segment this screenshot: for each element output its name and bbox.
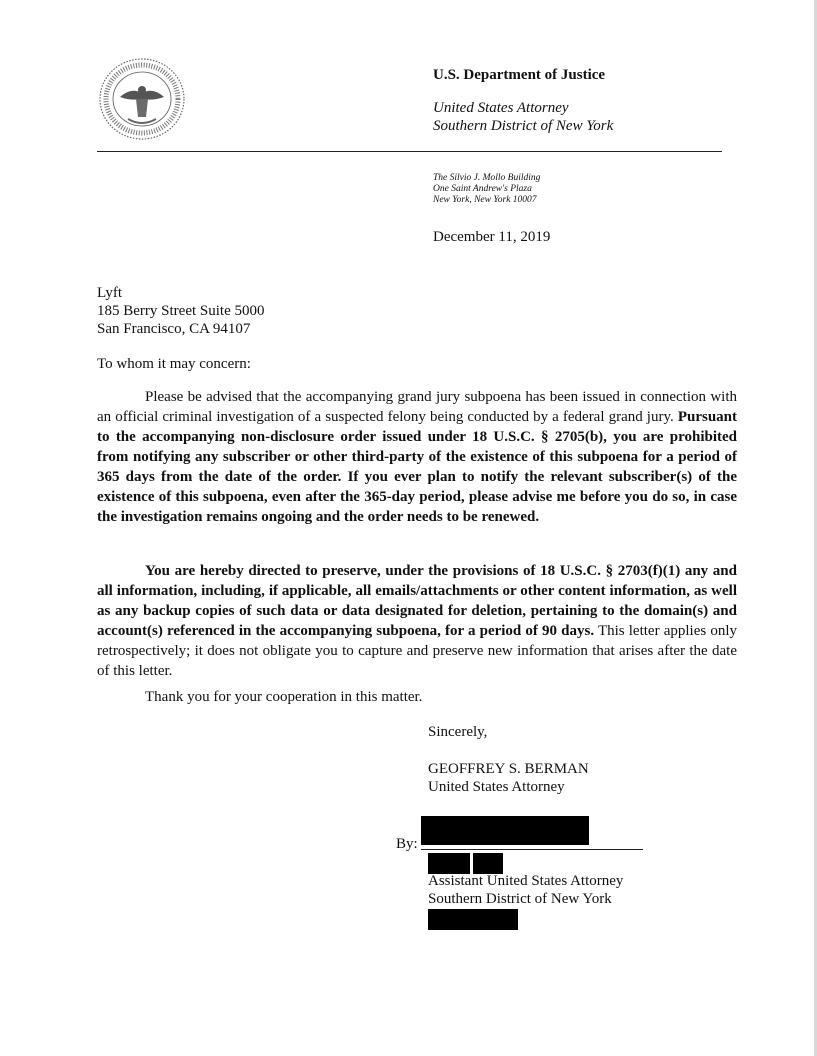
- office-address-line1: The Silvio J. Mollo Building: [433, 173, 541, 183]
- office-address-line3: New York, New York 10007: [433, 195, 537, 205]
- signer-title: United States Attorney: [428, 779, 565, 795]
- redacted-contact: [428, 909, 518, 930]
- signer-name: GEOFFREY S. BERMAN: [428, 761, 589, 777]
- paragraph2-bold-text: You are hereby directed to preserve, under the provisions of 18 U.S.C. § 2703(f)(1) any and all information, including, if applicable, all emails/attachments or other content information, as well as any backup copies of such data or data designated for deletion, pertaining to the domain(s) and account(s) referenced in the accompanying subpoena, for a period of 90 days.: [97, 563, 737, 639]
- closing: Sincerely,: [428, 724, 488, 740]
- redacted-name-part2: [473, 853, 503, 874]
- recipient-city: San Francisco, CA 94107: [97, 321, 251, 337]
- paragraph-nondisclosure: [97, 387, 737, 527]
- letter-date: December 11, 2019: [433, 229, 551, 245]
- recipient-name: Lyft: [97, 285, 122, 301]
- paragraph1-bold-text: Pursuant to the accompanying non-disclosure order issued under 18 U.S.C. § 2705(b), you are prohibited from notifying any subscriber or other third-party of the existence of this subpoena for a period of 365 days from the date of the order. If you ever plan to notify the relevant subscriber(s) of the existence of this subpoena, even after the 365-day period, please advise me before you do so, in case the investigation remains ongoing and the order needs to be renewed.: [97, 409, 737, 525]
- paragraph2-text: This letter applies only retrospectively; it does not obligate you to capture and preserve new information that arises after the date of this letter.: [97, 623, 737, 679]
- redacted-signature: [421, 816, 589, 845]
- salutation: To whom it may concern:: [97, 356, 251, 372]
- letterhead-divider: [97, 151, 722, 152]
- assistant-title: Assistant United States Attorney: [428, 873, 624, 889]
- signature-line: [421, 849, 643, 850]
- paragraph-preservation: [97, 561, 737, 681]
- office-address-line2: One Saint Andrew's Plaza: [433, 184, 532, 194]
- thanks-line: Thank you for your cooperation in this matter.: [145, 689, 423, 705]
- redacted-name-part1: [428, 853, 470, 874]
- paragraph1-text: Please be advised that the accompanying grand jury subpoena has been issued in connection with an official criminal investigation of a suspected felony being conducted by a federal grand jury.: [97, 389, 737, 425]
- office-district: Southern District of New York: [433, 118, 614, 134]
- agency-name: U.S. Department of Justice: [433, 67, 606, 83]
- assistant-district: Southern District of New York: [428, 891, 612, 907]
- by-label: By:: [396, 836, 418, 852]
- office-title: United States Attorney: [433, 100, 569, 116]
- recipient-street: 185 Berry Street Suite 5000: [97, 303, 265, 319]
- doj-seal-icon: [98, 57, 186, 141]
